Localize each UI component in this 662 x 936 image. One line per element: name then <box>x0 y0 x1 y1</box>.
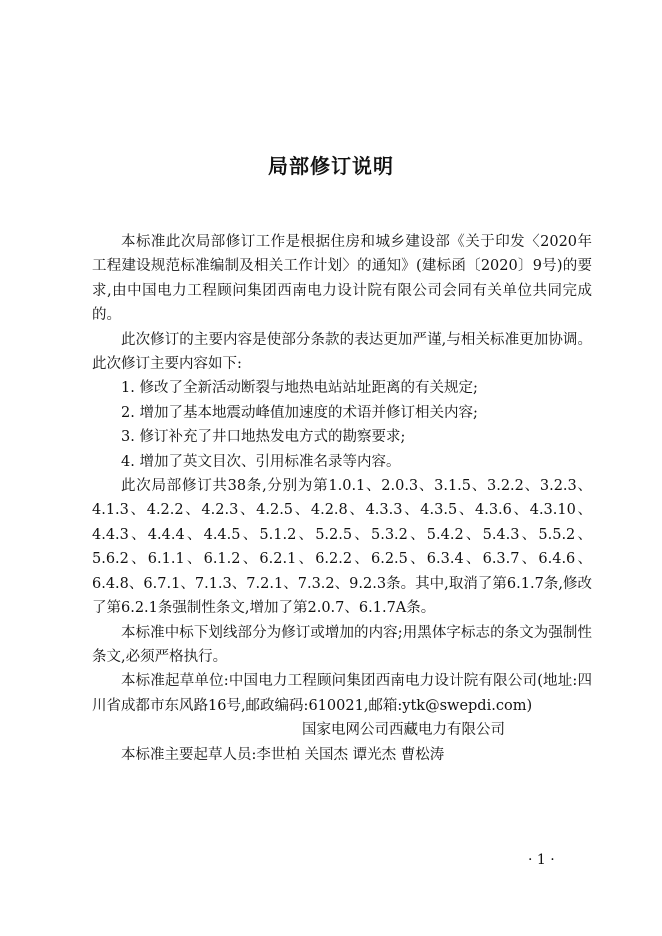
paragraph-purpose: 此次修订的主要内容是使部分条款的表达更加严谨,与相关标准更加协调。此次修订主要内容如下: <box>92 331 592 373</box>
paragraph-revised-clauses: 此次局部修订共38条,分别为第1.0.1、2.0.3、3.1.5、3.2.2、3.2.3、4.1.3、4.2.2、4.2.3、4.2.5、4.2.8、4.3.3、4.3.5、4.3.6、4.3.10、4.4.3、4.4.4、4.4.5、5.1.2、5.2.5、5.3.2、5.4.2、5.4.3、5.5.2、5.6.2、6.1.1、6.1.2、6.2.1、6.2.2、6.2.5、6.3.4、6.3.7、6.4.6、6.4.8、6.7.1、7.1.3、7.2.1、7.3.2、9.2.3条。其中,取消了第6.1.7条,修改了第6.2.1条强制性条文,增加了第2.0.7、6.1.7A条。 <box>92 478 592 617</box>
page-number: · 1 · <box>528 852 555 868</box>
list-item-4: 4. 增加了英文目次、引用标准名录等内容。 <box>121 453 401 470</box>
page-title: 局部修订说明 <box>268 154 394 178</box>
paragraph-drafters: 本标准主要起草人员:李世柏 关国杰 谭光杰 曹松涛 <box>121 746 445 763</box>
paragraph-notation: 本标准中标下划线部分为修订或增加的内容;用黑体字标志的条文为强制性条文,必须严格执行。 <box>92 624 592 665</box>
list-item-2: 2. 增加了基本地震动峰值加速度的术语并修订相关内容; <box>121 404 478 421</box>
list-item-1: 1. 修改了全新活动断裂与地热电站站址距离的有关规定; <box>121 380 478 397</box>
list-item-3: 3. 修订补充了井口地热发电方式的勘察要求; <box>121 429 406 446</box>
document-body <box>92 230 592 767</box>
paragraph-co-drafting-unit: 国家电网公司西藏电力有限公司 <box>302 722 505 739</box>
paragraph-drafting-unit: 本标准起草单位:中国电力工程顾问集团西南电力设计院有限公司(地址:四川省成都市东风路16号,邮政编码:610021,邮箱:ytk@swepdi.com) <box>92 673 592 714</box>
paragraph-basis: 本标准此次局部修订工作是根据住房和城乡建设部《关于印发〈2020年工程建设规范标准编制及相关工作计划〉的通知》(建标函〔2020〕9号)的要求,由中国电力工程顾问集团西南电力设计院有限公司会同有关单位共同完成的。 <box>92 234 592 324</box>
